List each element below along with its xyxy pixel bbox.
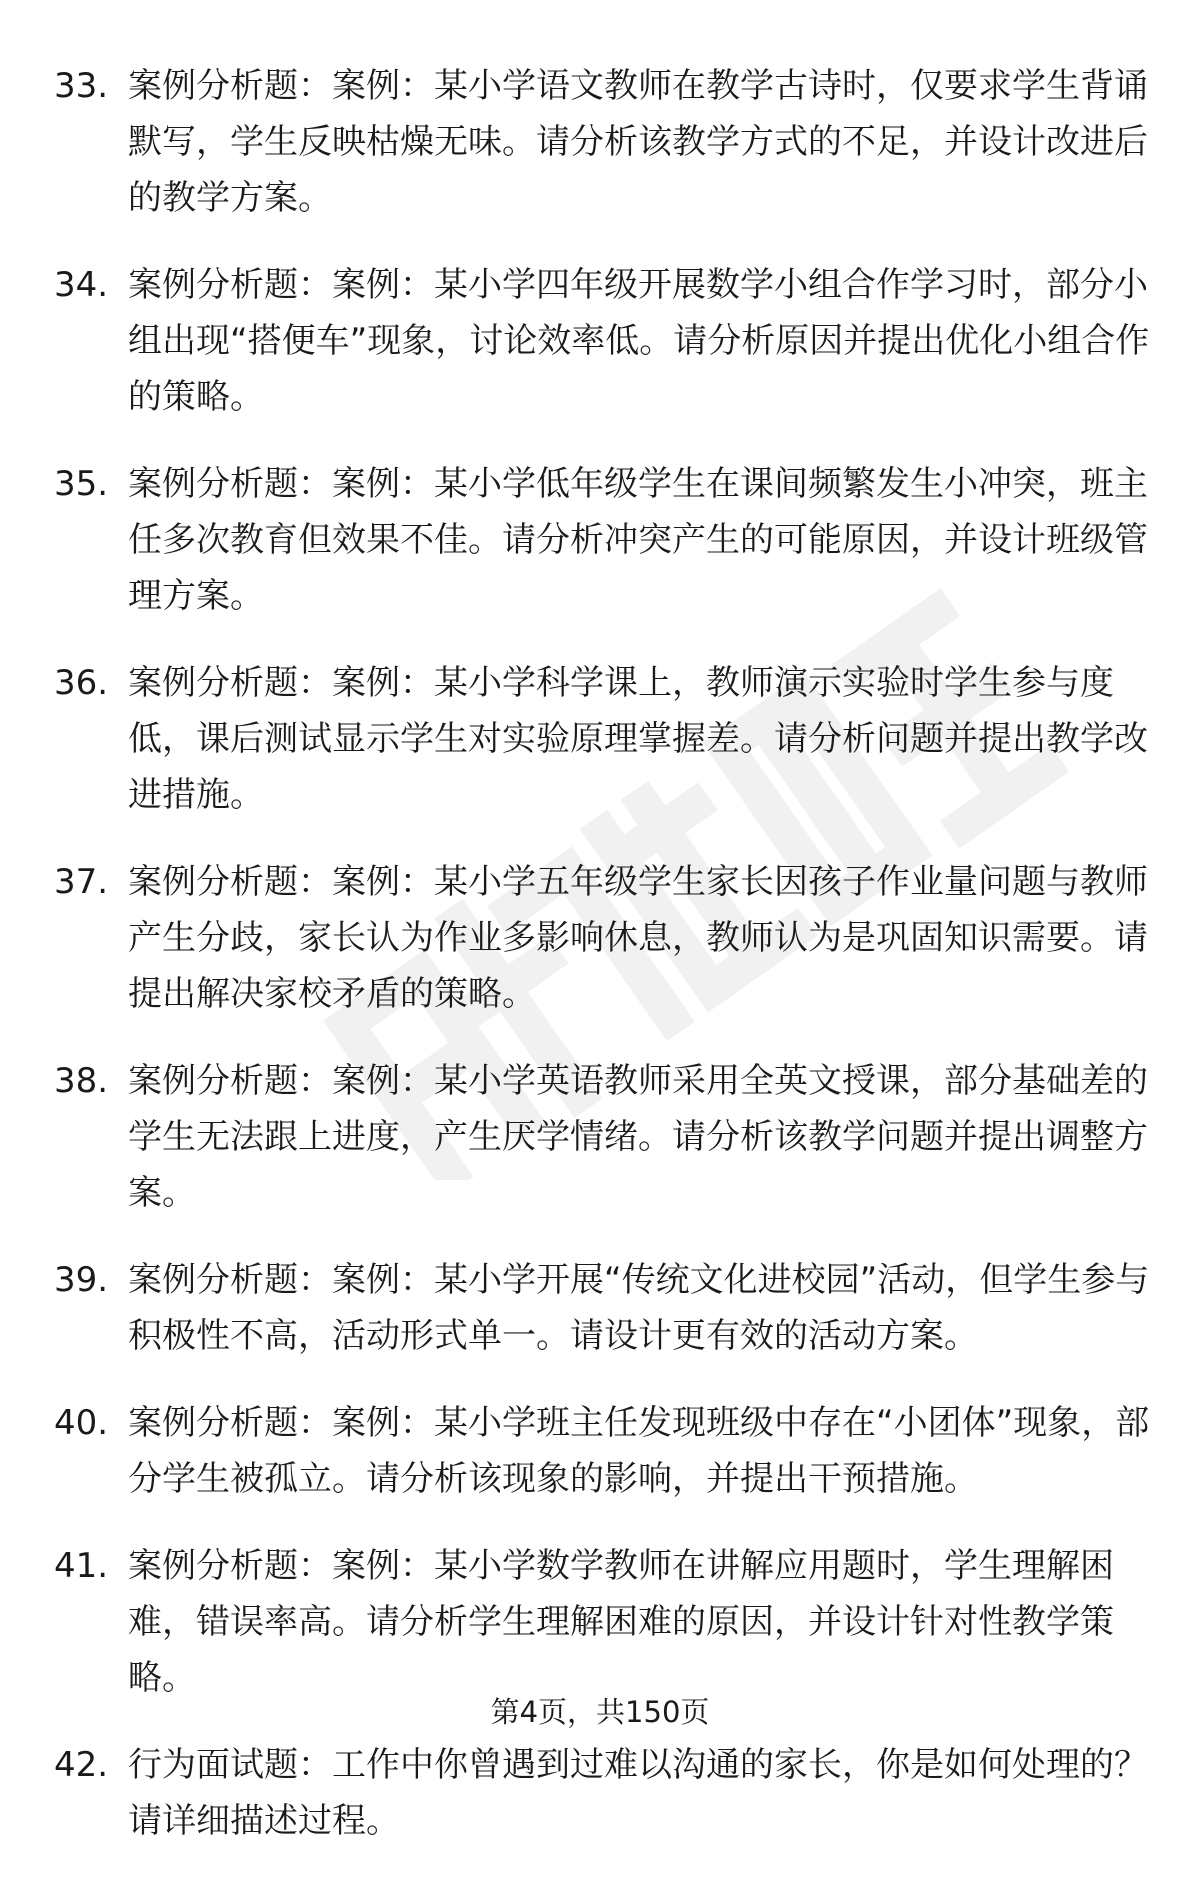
question-number: 39. bbox=[54, 1260, 109, 1300]
question-number: 40. bbox=[54, 1403, 109, 1443]
question-text: 案例分析题：案例：某小学科学课上，教师演示实验时学生参与度低，课后测试显示学生对实验原理掌握差。请分析问题并提出教学改进措施。 bbox=[128, 663, 1148, 815]
question-text: 案例分析题：案例：某小学开展“传统文化进校园”活动，但学生参与积极性不高，活动形式单一。请设计更有效的活动方案。 bbox=[128, 1260, 1150, 1356]
question-item bbox=[54, 1053, 1154, 1221]
question-number: 35. bbox=[54, 464, 109, 504]
question-text: 案例分析题：案例：某小学数学教师在讲解应用题时，学生理解困难，错误率高。请分析学生理解困难的原因，并设计针对性教学策略。 bbox=[128, 1546, 1114, 1698]
question-text: 案例分析题：案例：某小学四年级开展数学小组合作学习时，部分小组出现“搭便车”现象，讨论效率低。请分析原因并提出优化小组合作的策略。 bbox=[128, 265, 1150, 417]
question-number: 34. bbox=[54, 265, 109, 305]
question-item bbox=[54, 1538, 1154, 1706]
question-number: 37. bbox=[54, 862, 109, 902]
question-number: 42. bbox=[54, 1745, 109, 1785]
question-item bbox=[54, 1737, 1154, 1849]
page-number-footer: 第4页，共150页 bbox=[490, 1695, 710, 1729]
question-text: 案例分析题：案例：某小学班主任发现班级中存在“小团体”现象，部分学生被孤立。请分析该现象的影响，并提出干预措施。 bbox=[128, 1403, 1150, 1499]
question-item bbox=[54, 58, 1154, 226]
question-text: 案例分析题：案例：某小学语文教师在教学古诗时，仅要求学生背诵默写，学生反映枯燥无味。请分析该教学方式的不足，并设计改进后的教学方案。 bbox=[128, 66, 1148, 218]
question-item bbox=[54, 456, 1154, 624]
question-number: 33. bbox=[54, 66, 109, 106]
question-text: 案例分析题：案例：某小学英语教师采用全英文授课，部分基础差的学生无法跟上进度，产生厌学情绪。请分析该教学问题并提出调整方案。 bbox=[128, 1061, 1148, 1213]
question-item bbox=[54, 655, 1154, 823]
question-item bbox=[54, 257, 1154, 425]
question-number: 41. bbox=[54, 1546, 109, 1586]
question-item bbox=[54, 1395, 1154, 1507]
question-text: 案例分析题：案例：某小学五年级学生家长因孩子作业量问题与教师产生分歧，家长认为作业多影响休息，教师认为是巩固知识需要。请提出解决家校矛盾的策略。 bbox=[128, 862, 1148, 1014]
question-number: 36. bbox=[54, 663, 109, 703]
question-text: 案例分析题：案例：某小学低年级学生在课间频繁发生小冲突，班主任多次教育但效果不佳。请分析冲突产生的可能原因，并设计班级管理方案。 bbox=[128, 464, 1148, 616]
question-list bbox=[54, 58, 1154, 1880]
question-number: 38. bbox=[54, 1061, 109, 1101]
question-item bbox=[54, 854, 1154, 1022]
question-text: 行为面试题：工作中你曾遇到过难以沟通的家长，你是如何处理的？请详细描述过程。 bbox=[128, 1745, 1148, 1841]
question-item bbox=[54, 1252, 1154, 1364]
